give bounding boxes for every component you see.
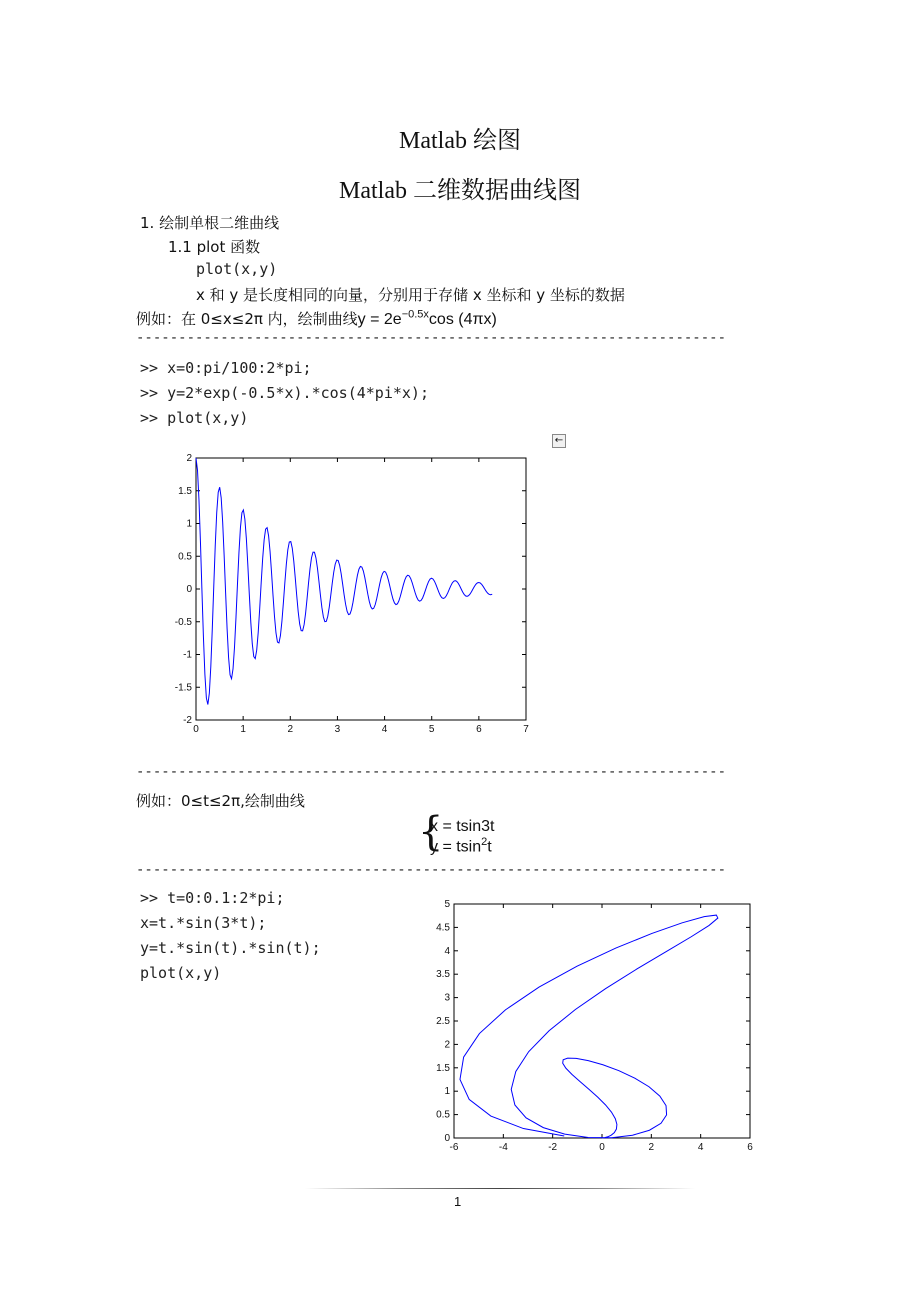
y-tick-label: -1.5 [174,682,192,694]
y-tick-label: 4 [444,945,450,957]
page-title: Matlab 绘图 [399,128,521,154]
example-2-text: 例如：0≤t≤2π,绘制曲线 [136,792,305,810]
syntax-line: plot(x,y) [196,260,278,278]
y-tick-label: 1.5 [436,1062,450,1074]
example-1-prefix: 例如：在 0≤x≤2π 内，绘制曲线 [136,310,358,328]
code-line: >> plot(x,y) [140,409,249,427]
equation-y: y = tsin$^2$t [430,836,492,856]
x-tick-label: 7 [523,724,529,735]
x-tick-label: -6 [449,1142,459,1153]
y-tick-label: 2.5 [436,1016,450,1027]
code-line: >> y=2*exp(-0.5*x).*cos(4*pi*x); [140,384,429,402]
series-line [196,458,492,705]
x-tick-label: -2 [548,1142,558,1153]
y-tick-label: 0 [186,584,192,595]
y-tick-label: -0.5 [174,616,192,628]
y-tick-label: 3.5 [436,969,450,981]
y-tick-label: 0.5 [436,1109,450,1121]
syntax-description: x 和 y 是长度相同的向量，分别用于存储 x 坐标和 y 坐标的数据 [196,286,625,304]
code-line: plot(x,y) [140,964,222,982]
dashed-separator-2: ---------------------------------------------------------------------- [136,764,727,780]
code-block-2 [140,886,321,986]
y-tick-label: 0.5 [178,551,192,563]
x-tick-label: 4 [697,1142,704,1153]
page-number: 1 [454,1194,462,1209]
code-block-1 [140,356,429,431]
y-tick-label: 5 [444,899,450,910]
x-tick-label: 2 [287,724,294,735]
y-tick-label: 3 [444,992,450,1004]
y-tick-label: 2 [186,453,192,464]
example-1-text [136,308,497,329]
plot-frame [196,458,526,720]
y-tick-label: -2 [183,715,192,726]
dashed-separator-1: ---------------------------------------------------------------------- [136,330,727,346]
code-line: y=t.*sin(t).*sin(t); [140,939,321,957]
x-tick-label: 4 [381,724,388,735]
page-subtitle: Matlab 二维数据曲线图 [339,178,581,204]
x-tick-label: 1 [240,724,246,735]
y-tick-label: -1 [183,649,192,661]
section-heading-1: 1. 绘制单根二维曲线 [140,214,280,232]
y-tick-label: 0 [444,1133,450,1144]
y-tick-label: 4.5 [436,922,450,934]
y-tick-label: 1 [444,1086,450,1098]
x-tick-label: 0 [193,724,199,735]
equation-x: x = tsin3t [430,818,495,835]
parametric-curve-chart [420,896,760,1158]
brace-symbol: { [418,809,444,855]
arrow-left-icon[interactable]: ← [552,434,566,448]
x-tick-label: 6 [476,724,482,735]
section-heading-1-1: 1.1 plot 函数 [168,238,261,256]
y-tick-label: 1.5 [178,485,192,497]
footer-divider [305,1188,695,1189]
code-line: >> x=0:pi/100:2*pi; [140,359,312,377]
series-line [460,915,718,1138]
x-tick-label: 0 [599,1142,605,1153]
parametric-equations [418,809,538,858]
x-tick-label: 6 [747,1142,753,1153]
y-tick-label: 2 [444,1039,450,1051]
x-tick-label: 2 [648,1142,655,1153]
example-1-formula: $y = 2e^{-0.5x}\cos$ (4πx) [357,308,497,328]
y-tick-label: 1 [186,518,192,530]
plot-frame [454,904,750,1138]
x-tick-label: 5 [428,724,435,735]
x-tick-label: 3 [334,724,341,735]
damped-cosine-chart [160,448,540,748]
code-line: >> t=0:0.1:2*pi; [140,889,285,907]
dashed-separator-3: ---------------------------------------------------------------------- [136,862,727,878]
code-line: x=t.*sin(3*t); [140,914,267,932]
x-tick-label: -4 [498,1142,508,1153]
